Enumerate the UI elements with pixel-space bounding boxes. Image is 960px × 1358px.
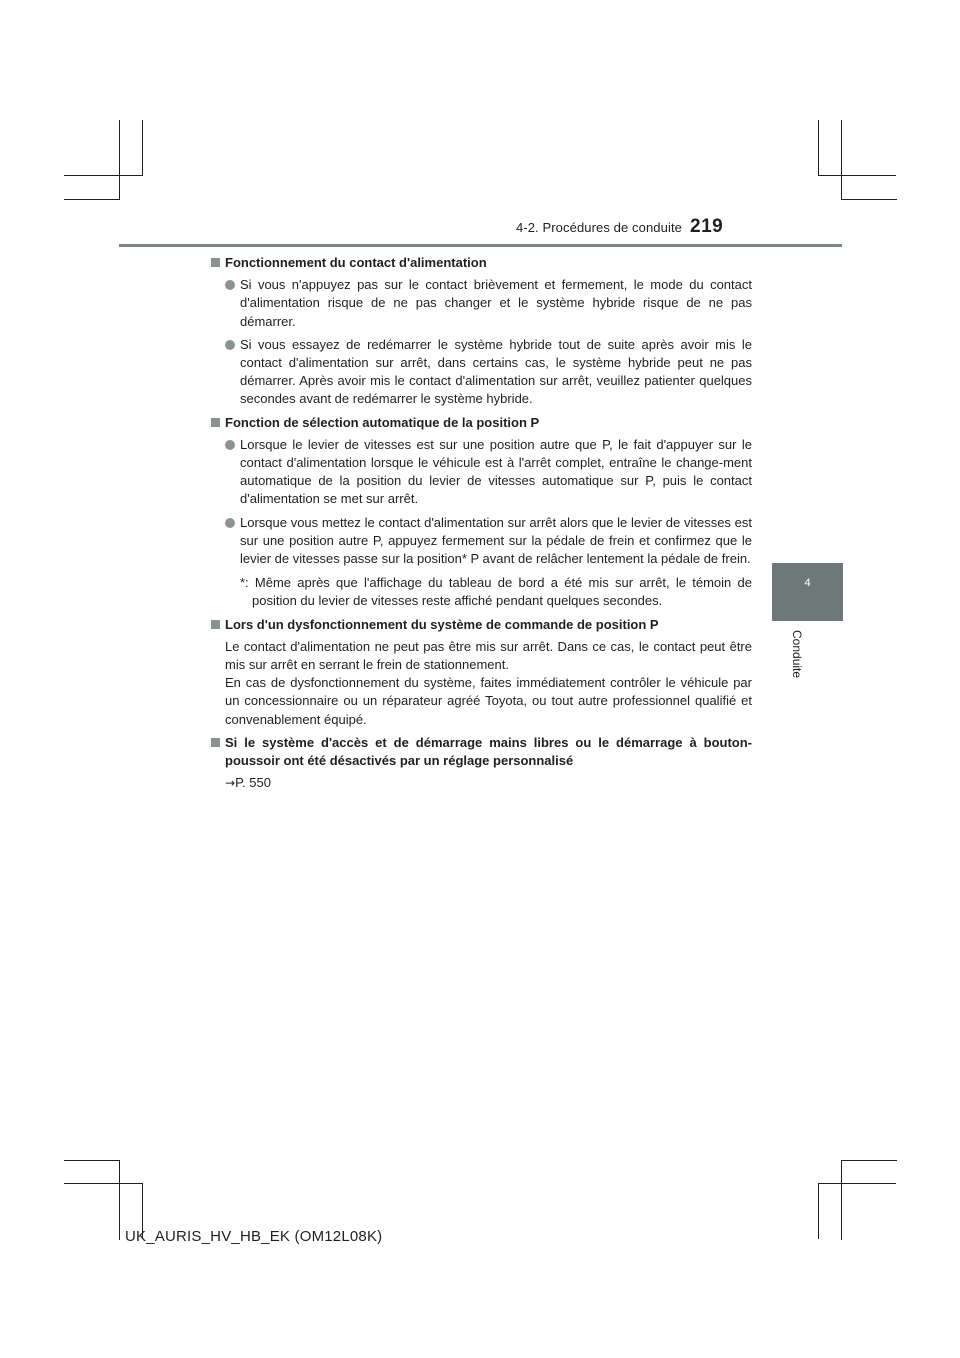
chapter-tab-label: Conduite <box>790 630 804 679</box>
crop-mark <box>119 1160 120 1240</box>
crop-mark <box>818 1183 819 1239</box>
list-item: Lorsque vous mettez le contact d'alimentation sur arrêt alors que le levier de vitesses est sur une position autre P, appuyez fermement sur la pédale de frein et confirmez que le levier de vitesses passe sur la position* P avant de relâcher lentement la pédale de frein. <box>211 514 752 569</box>
crop-mark <box>841 120 842 200</box>
crop-mark <box>119 120 120 200</box>
section-power-switch <box>211 254 752 409</box>
paragraph: Le contact d'alimentation ne peut pas être mis sur arrêt. Dans ce cas, le contact peut être mis sur arrêt en serrant le frein de stationnement. <box>225 638 752 673</box>
page-reference-text: P. 550 <box>235 775 271 791</box>
header-rule <box>119 244 842 247</box>
crop-mark <box>64 199 120 200</box>
document-code: UK_AURIS_HV_HB_EK (OM12L08K) <box>125 1228 383 1245</box>
crop-mark <box>142 120 143 176</box>
section-title: Lors d'un dysfonctionnement du système de commande de position P <box>211 616 752 634</box>
crop-mark <box>841 199 897 200</box>
circle-bullet-icon <box>225 518 235 528</box>
section-smart-entry-disabled <box>211 734 752 793</box>
section-p-position-malfunction <box>211 616 752 729</box>
square-bullet-icon <box>211 258 220 267</box>
crop-mark <box>818 175 896 176</box>
section-title: Fonction de sélection automatique de la position P <box>211 414 752 432</box>
circle-bullet-icon <box>225 340 235 350</box>
section-auto-p-position <box>211 414 752 611</box>
list-item: Si vous essayez de redémarrer le système hybride tout de suite après avoir mis le contact d'alimentation sur arrêt, dans certains cas, le système hybride peut ne pas démarrer. Après avoir mis le contact d'alimentation sur arrêt, veuillez patienter quelques secondes avant de redémarrer le système hybride. <box>211 336 752 409</box>
page-content <box>211 254 752 792</box>
page-reference <box>211 774 752 792</box>
section-title: Si le système d'accès et de démarrage mains libres ou le démarrage à bouton-poussoir ont été désactivés par un réglage personnalisé <box>211 734 752 770</box>
crop-mark <box>818 1183 896 1184</box>
crop-mark <box>64 175 142 176</box>
circle-bullet-icon <box>225 280 235 290</box>
crop-mark <box>64 1183 142 1184</box>
crop-mark <box>818 120 819 176</box>
page-number: 219 <box>690 216 724 237</box>
paragraph: En cas de dysfonctionnement du système, faites immédiatement contrôler le véhicule par un concessionnaire ou un réparateur agréé Toyota, ou tout autre professionnel qualifié et convenablement équipé. <box>225 675 752 727</box>
chapter-tab <box>772 563 843 621</box>
list-item: Lorsque le levier de vitesses est sur une position autre que P, le fait d'appuyer sur le contact d'alimentation lorsque le véhicule est à l'arrêt complet, entraîne le change-ment automatique de la position du levier de vitesses automatique sur P, puis le contact d'alimentation se met sur arrêt. <box>211 436 752 509</box>
list-item: Si vous n'appuyez pas sur le contact brièvement et fermement, le mode du contact d'alimentation risque de ne pas changer et le système hybride risque de ne pas démarrer. <box>211 276 752 331</box>
footnote: *: Même après que l'affichage du tableau de bord a été mis sur arrêt, le témoin de position du levier de vitesses reste affiché pendant quelques secondes. <box>240 575 752 609</box>
circle-bullet-icon <box>225 440 235 450</box>
paragraph-block <box>211 638 752 729</box>
crop-mark <box>64 1160 120 1161</box>
crop-mark <box>841 1160 842 1240</box>
chapter-tab-number: 4 <box>804 577 811 589</box>
square-bullet-icon <box>211 418 220 427</box>
arrow-right-icon: → <box>225 776 236 791</box>
chapter-title: 4-2. Procédures de conduite <box>515 220 682 235</box>
crop-mark <box>841 1160 897 1161</box>
square-bullet-icon <box>211 620 220 629</box>
section-title: Fonctionnement du contact d'alimentation <box>211 254 752 272</box>
square-bullet-icon <box>211 738 220 747</box>
